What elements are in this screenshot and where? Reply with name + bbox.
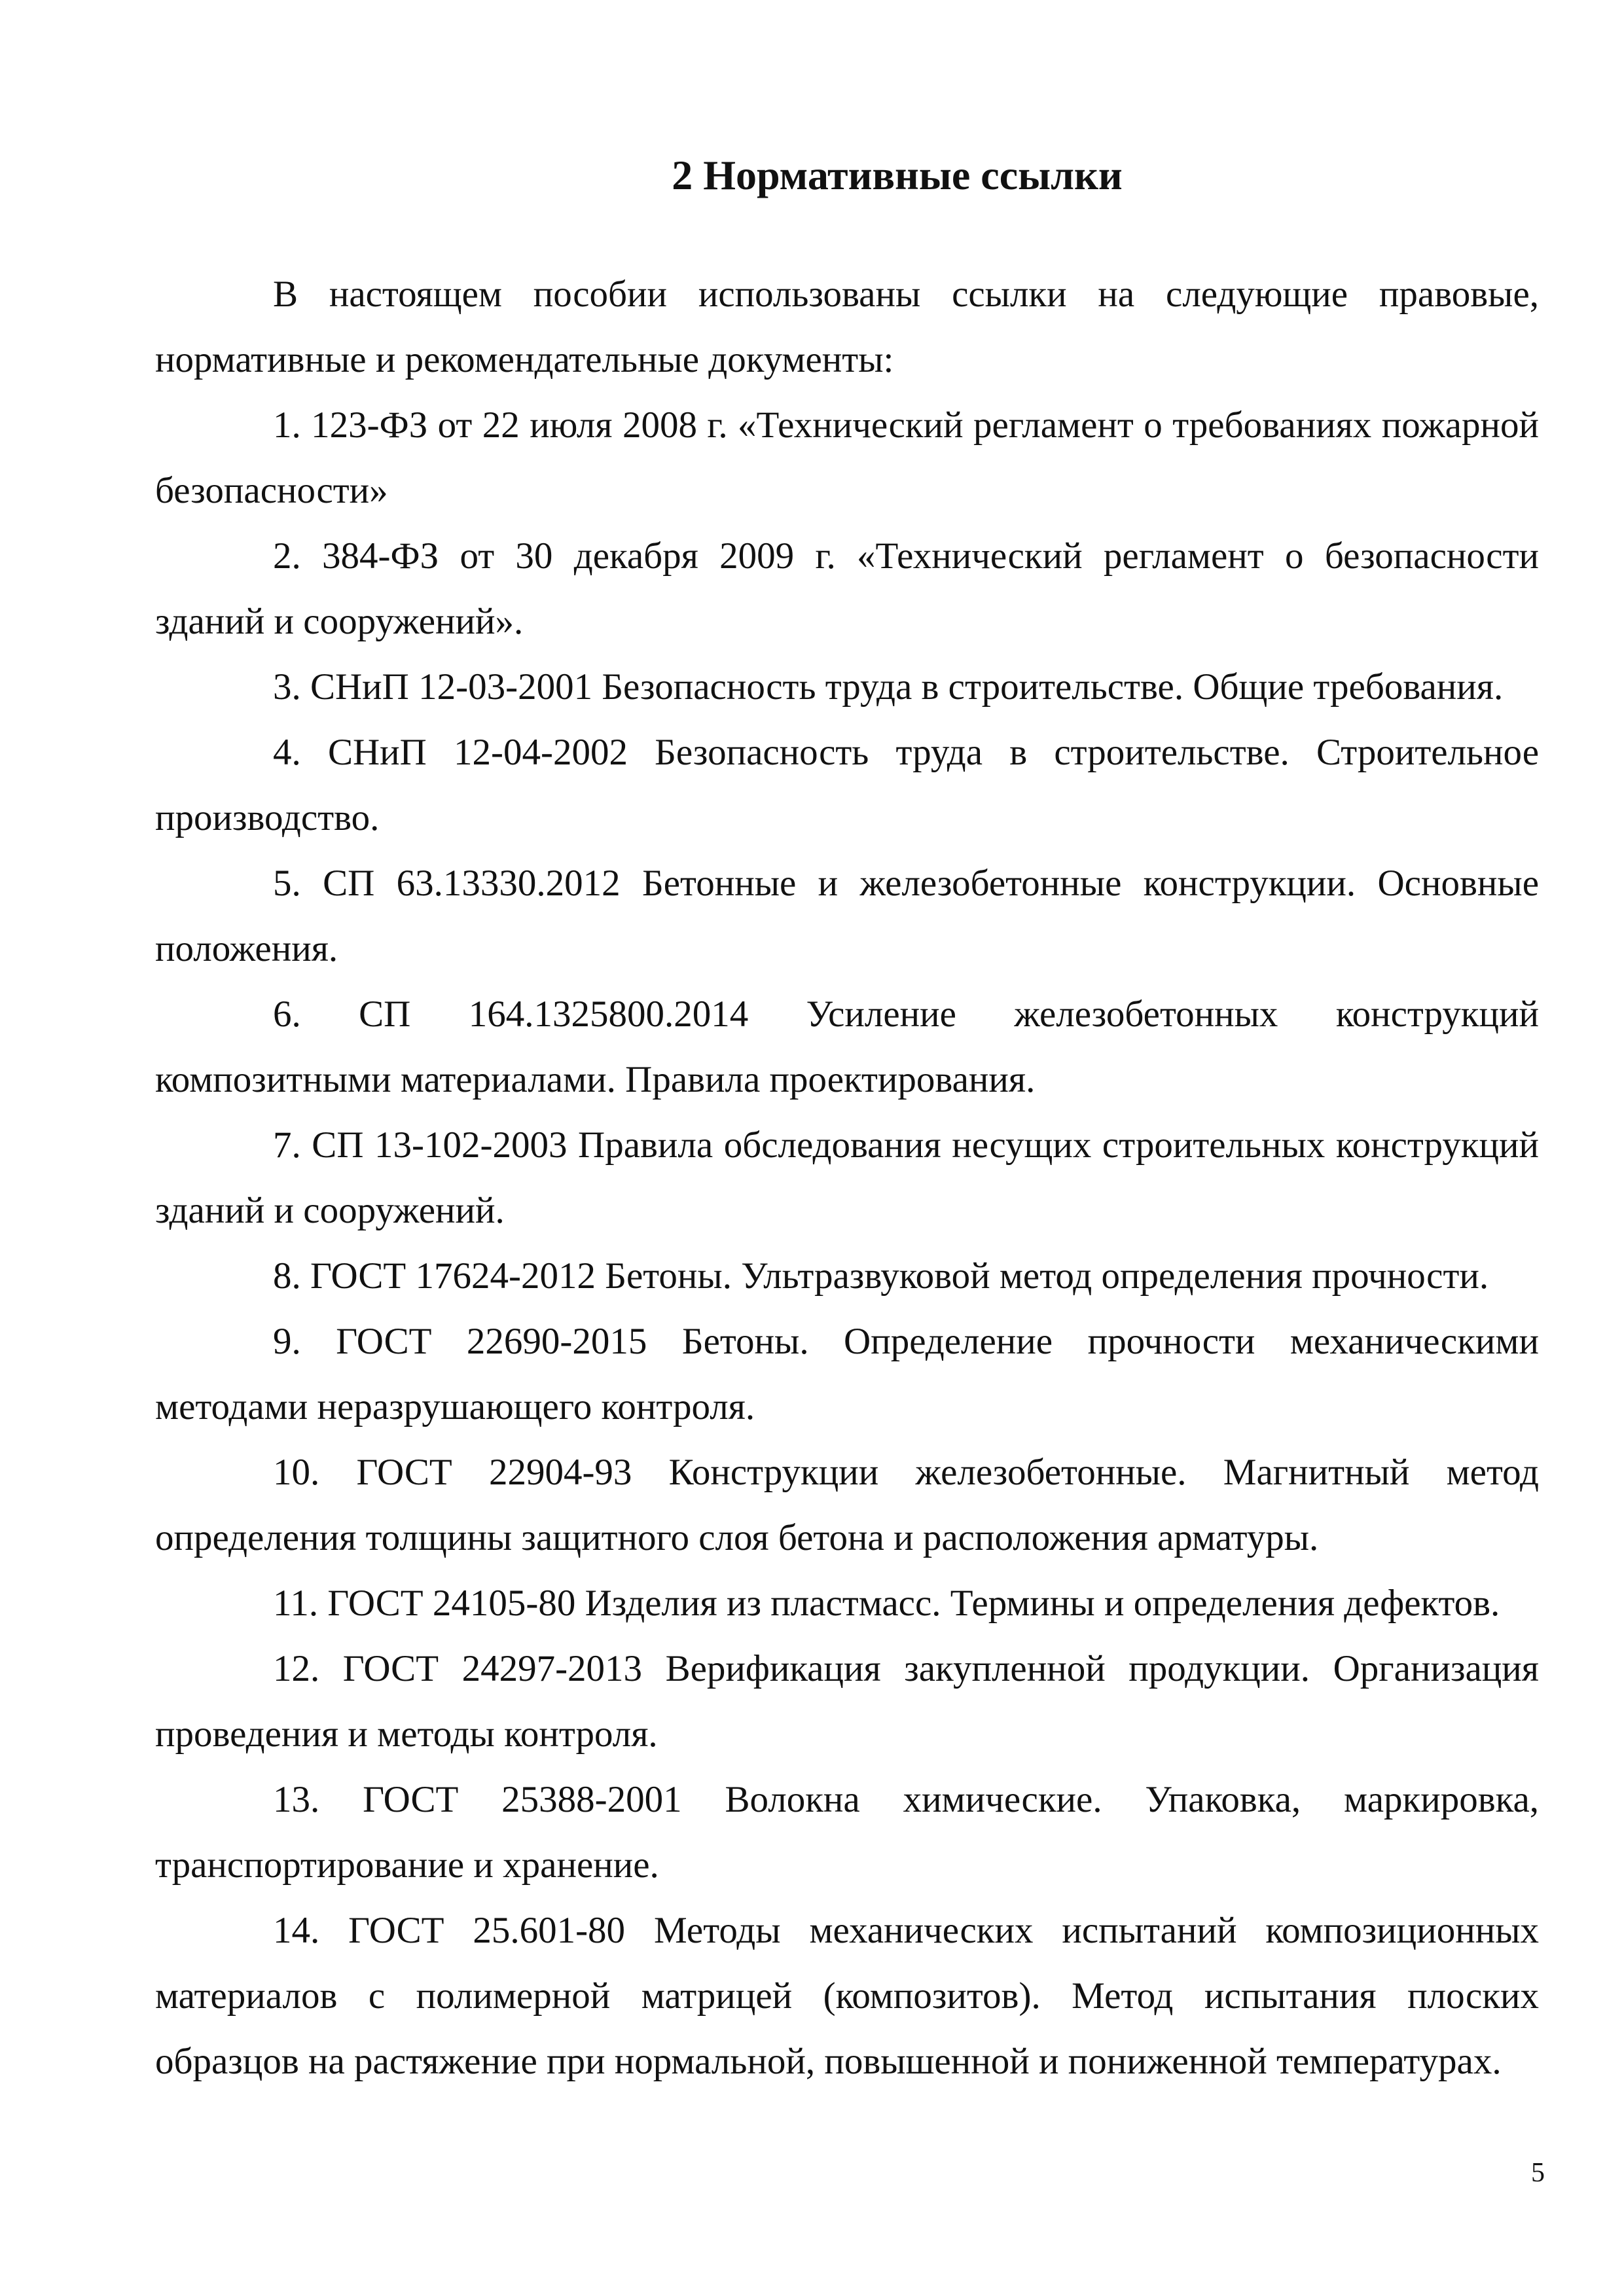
reference-item-13: 13. ГОСТ 25388-2001 Волокна химические. Упаковка, маркировка, транспортирование и хранение.	[155, 1779, 1539, 1886]
reference-item-6: 6. СП 164.1325800.2014 Усиление железобетонных конструкций композитными материалами. Правила проектирования.	[155, 994, 1539, 1100]
reference-item-4: 4. СНиП 12-04-2002 Безопасность труда в строительстве. Строительное производство.	[155, 732, 1539, 838]
section-heading: 2 Нормативные ссылки	[672, 152, 1123, 198]
references-section	[155, 262, 1539, 2094]
reference-item-3: 3. СНиП 12-03-2001 Безопасность труда в строительстве. Общие требования.	[273, 666, 1504, 708]
reference-item-11: 11. ГОСТ 24105-80 Изделия из пластмасс. Термины и определения дефектов.	[273, 1583, 1500, 1624]
reference-item-1: 1. 123-ФЗ от 22 июля 2008 г. «Технический регламент о требованиях пожарной безопасности»	[155, 404, 1539, 511]
reference-item-2: 2. 384-ФЗ от 30 декабря 2009 г. «Технический регламент о безопасности зданий и сооружений».	[155, 535, 1539, 642]
reference-item-5: 5. СП 63.13330.2012 Бетонные и железобетонные конструкции. Основные положения.	[155, 863, 1539, 969]
intro-paragraph: В настоящем пособии использованы ссылки на следующие правовые, нормативные и рекомендательные документы:	[155, 274, 1539, 380]
reference-item-10: 10. ГОСТ 22904-93 Конструкции железобетонные. Магнитный метод определения толщины защитного слоя бетона и расположения арматуры.	[155, 1452, 1539, 1558]
reference-item-12: 12. ГОСТ 24297-2013 Верификация закупленной продукции. Организация проведения и методы контроля.	[155, 1648, 1539, 1755]
reference-item-8: 8. ГОСТ 17624-2012 Бетоны. Ультразвуковой метод определения прочности.	[273, 1255, 1489, 1297]
page-number: 5	[1531, 2158, 1545, 2188]
reference-item-9: 9. ГОСТ 22690-2015 Бетоны. Определение прочности механическими методами неразрушающего контроля.	[155, 1321, 1539, 1427]
reference-item-14: 14. ГОСТ 25.601-80 Методы механических испытаний композиционных материалов с полимерной матрицей (композитов). Метод испытания плоских образцов на растяжение при нормальной, повышенной и пониженной температурах.	[155, 1910, 1539, 2082]
reference-item-7: 7. СП 13-102-2003 Правила обследования несущих строительных конструкций зданий и сооружений.	[155, 1124, 1539, 1231]
